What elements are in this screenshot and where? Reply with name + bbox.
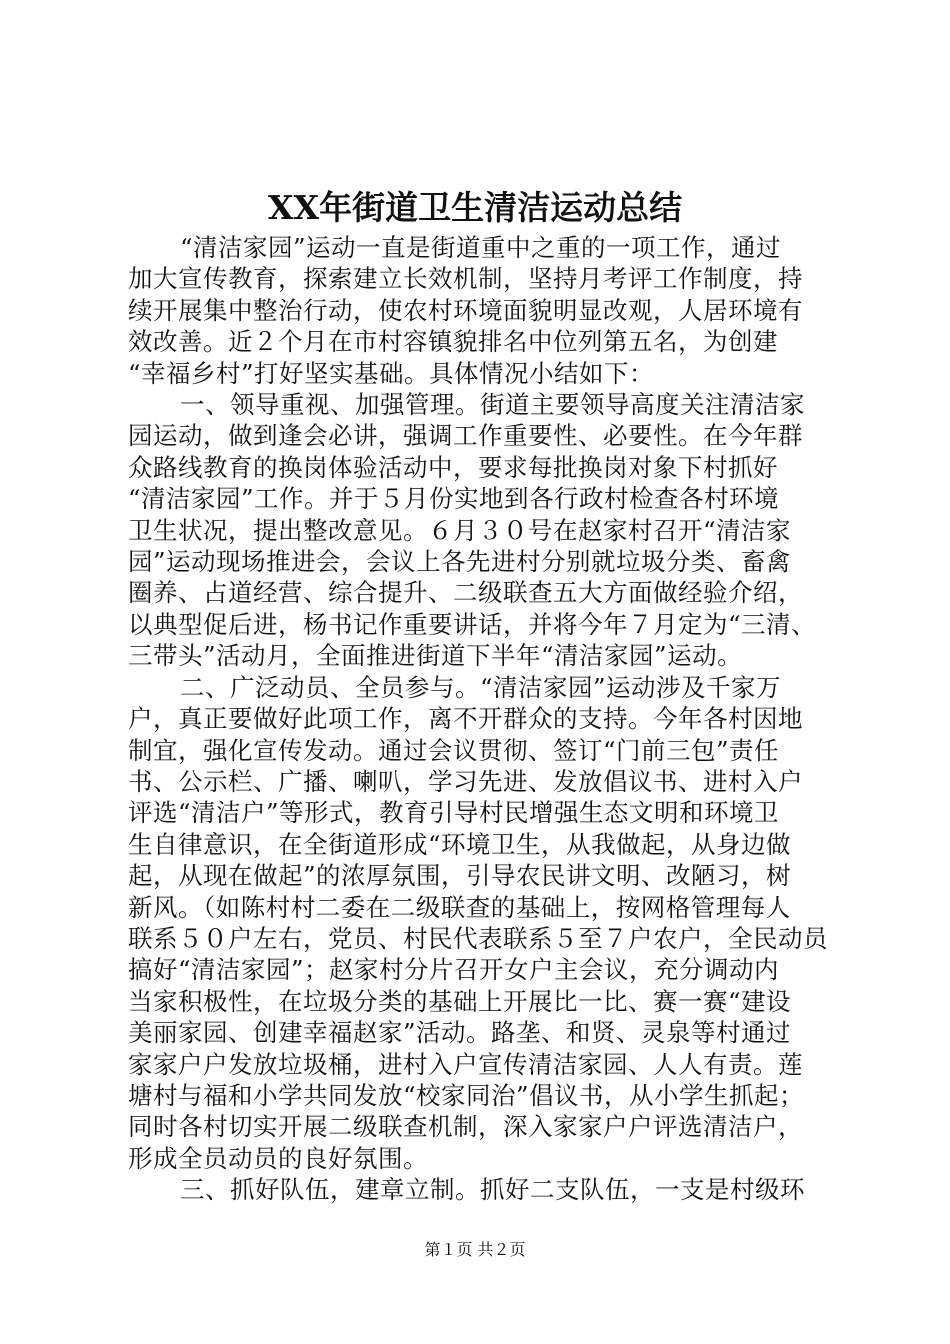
paragraph-line: 众路线教育的换岗体验活动中，要求每批换岗对象下村抓好 [128, 452, 778, 482]
paragraph-line: 户，真正要做好此项工作，离不开群众的支持。今年各村因地 [128, 704, 803, 734]
paragraph-line: 联系５０户左右，党员、村民代表联系５至７户农户，全民动员 [128, 923, 828, 953]
paragraph-line: 评选“清洁户”等形式，教育引导村民增强生态文明和环境卫 [128, 798, 780, 828]
paragraph-line: 一、领导重视、加强管理。街道主要领导高度关注清洁家 [180, 390, 805, 420]
paragraph-line: 塘村与福和小学共同发放“校家同治”倡议书，从小学生抓起； [128, 1080, 805, 1110]
paragraph-line: “清洁家园”工作。并于５月份实地到各行政村检查各村环境 [128, 484, 780, 514]
paragraph-line: 园”运动现场推进会，会议上各先进村分别就垃圾分类、畜禽 [128, 547, 792, 577]
paragraph-line: 同时各村切实开展二级联查机制，深入家家户户评选清洁户， [128, 1112, 803, 1142]
paragraph-line: 书、公示栏、广播、喇叭，学习先进、发放倡议书、进村入户 [128, 766, 803, 796]
paragraph-line: 加大宣传教育，探索建立长效机制，坚持月考评工作制度，持 [128, 264, 803, 294]
paragraph-line: “幸福乡村”打好坚实基础。具体情况小结如下： [128, 358, 655, 388]
paragraph-line: 圈养、占道经营、综合提升、二级联查五大方面做经验介绍， [128, 578, 803, 608]
paragraph-line: “清洁家园”运动一直是街道重中之重的一项工作，通过 [180, 233, 782, 262]
paragraph-line: 生自律意识，在全街道形成“环境卫生，从我做起，从身边做 [128, 829, 792, 859]
document-title: XX年街道卫生清洁运动总结 [267, 188, 683, 227]
page-footer: 第１页 共２页 [424, 1240, 526, 1259]
paragraph-line: 效改善。近２个月在市村容镇貌排名中位列第五名，为创建 [128, 327, 778, 357]
paragraph-line: 制宜，强化宣传发动。通过会议贯彻、签订“门前三包”责任 [128, 735, 780, 765]
document-body [128, 232, 828, 1206]
paragraph-line: 二、广泛动员、全员参与。“清洁家园”运动涉及千家万 [180, 672, 782, 702]
paragraph-line: 搞好“清洁家园”；赵家村分片召开女户主会议，充分调动内 [128, 955, 780, 985]
paragraph-line: 三带头”活动月，全面推进街道下半年“清洁家园”运动。 [128, 641, 743, 671]
paragraph-line: 家家户户发放垃圾桶，进村入户宣传清洁家园、人人有责。莲 [128, 1049, 803, 1079]
paragraph-line: 起，从现在做起”的浓厚氛围，引导农民讲文明、改陋习，树 [128, 861, 792, 891]
paragraph-line: 园运动，做到逢会必讲，强调工作重要性、必要性。在今年群 [128, 421, 803, 451]
paragraph-line: 续开展集中整治行动，使农村环境面貌明显改观，人居环境有 [128, 295, 803, 325]
paragraph-line: 形成全员动员的良好氛围。 [128, 1143, 428, 1173]
paragraph-line: 当家积极性，在垃圾分类的基础上开展比一比、赛一赛“建设 [128, 986, 792, 1016]
paragraph-line: 卫生状况，提出整改意见。６月３０号在赵家村召开“清洁家 [128, 515, 792, 545]
paragraph-line: 新风。（如陈村村二委在二级联查的基础上，按网格管理每人 [128, 892, 791, 922]
paragraph-line: 以典型促后进，杨书记作重要讲话，并将今年７月定为“三清、 [128, 609, 817, 639]
paragraph-line: 三、抓好队伍，建章立制。抓好二支队伍，一支是村级环 [180, 1175, 805, 1205]
paragraph-line: 美丽家园、创建幸福赵家”活动。路垄、和贤、灵泉等村通过 [128, 1018, 792, 1048]
